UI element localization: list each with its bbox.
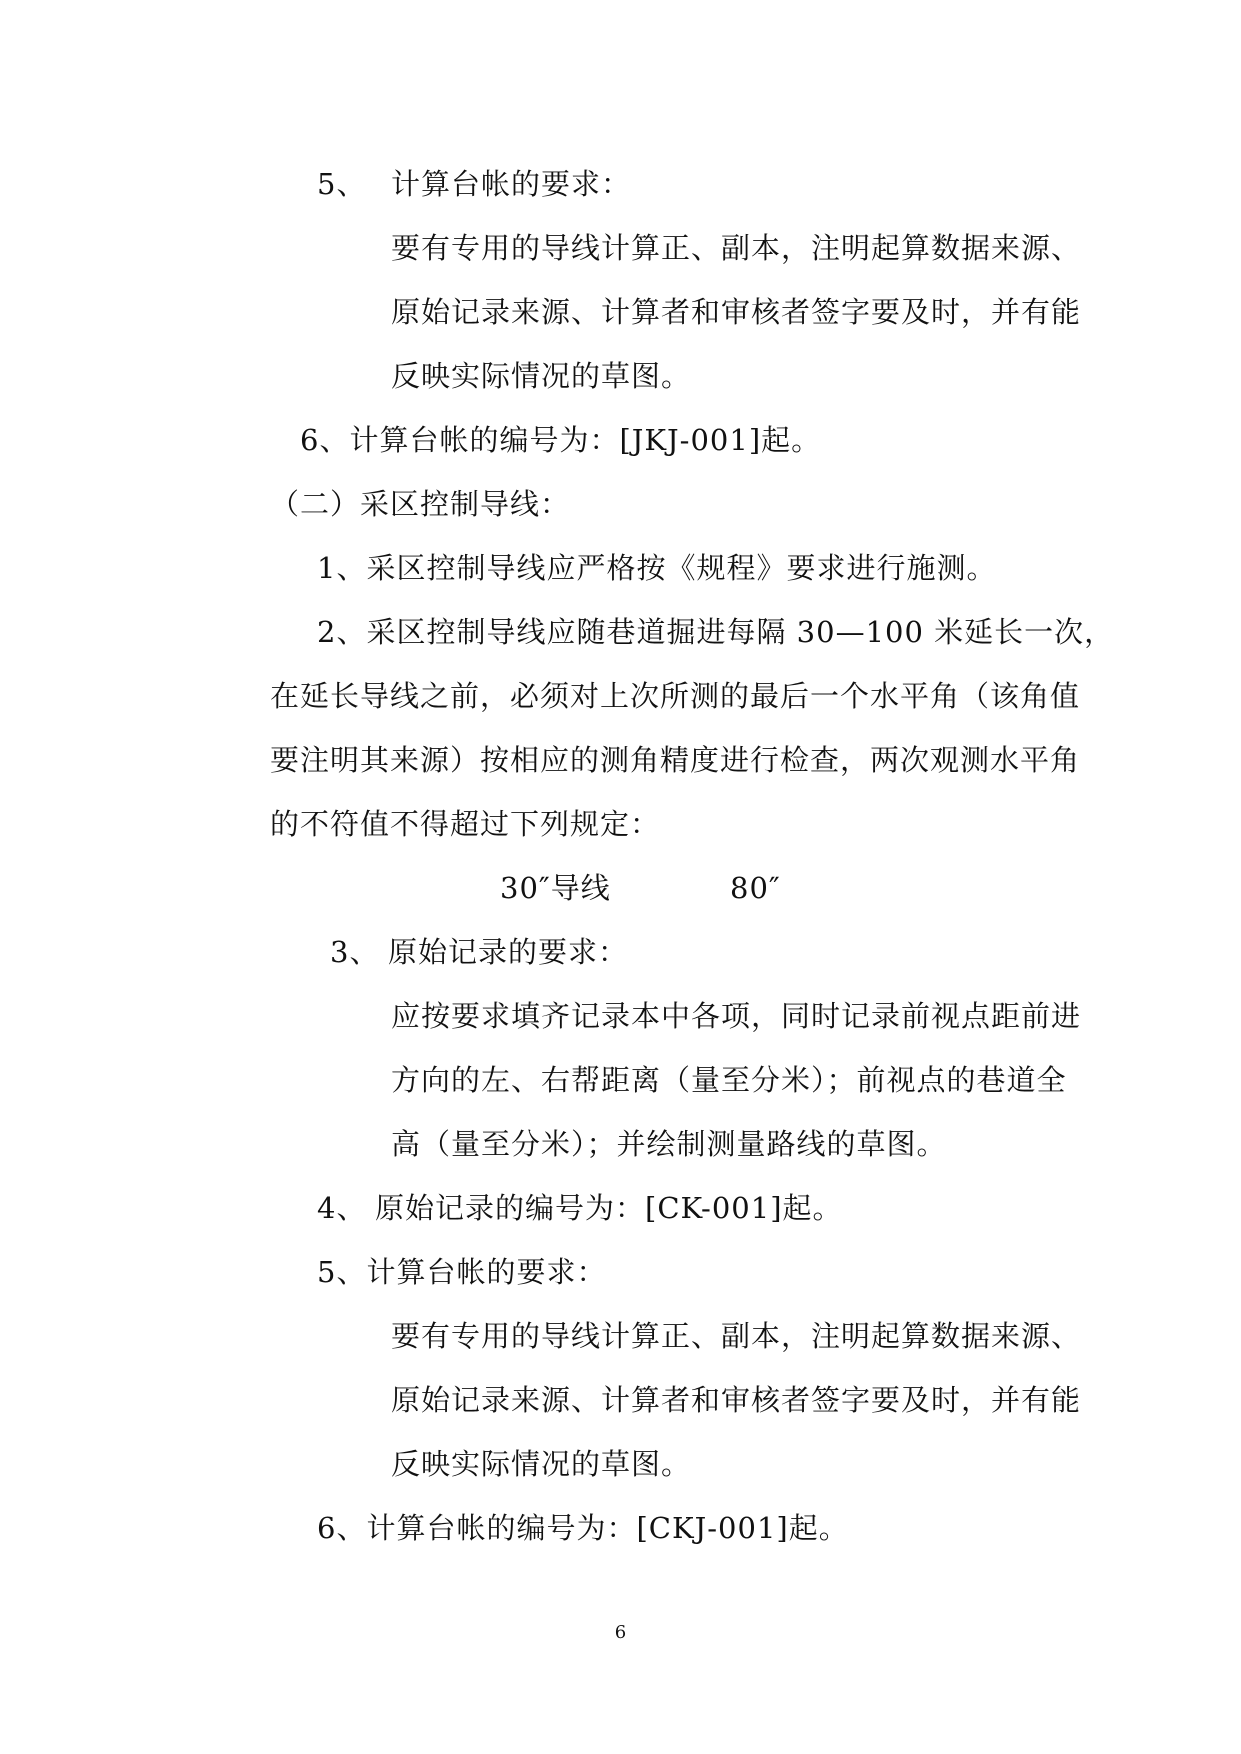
section-heading: 5、计算台帐的要求： xyxy=(317,1255,607,1289)
paragraph-line: 反映实际情况的草图。 xyxy=(391,1447,692,1481)
page-number: 6 xyxy=(614,1622,627,1643)
paragraph-line: 原始记录来源、计算者和审核者签字要及时，并有能 xyxy=(391,1383,1082,1417)
paragraph-line: 2、采区控制导线应随巷道掘进每隔 30—100 米延长一次， xyxy=(317,615,1115,649)
tolerance-value: 80″ xyxy=(730,871,781,905)
list-number: 5、 xyxy=(317,167,367,201)
paragraph-line: 高（量至分米）；并绘制测量路线的草图。 xyxy=(391,1127,947,1161)
list-item: 原始记录的编号为：[CK-001]起。 xyxy=(375,1191,843,1225)
list-item: 1、采区控制导线应严格按《规程》要求进行施测。 xyxy=(317,551,997,585)
section-heading: 计算台帐的要求： xyxy=(391,167,632,201)
paragraph-line: 要注明其来源）按相应的测角精度进行检查，两次观测水平角 xyxy=(270,743,1081,777)
section-heading: （二）采区控制导线： xyxy=(270,487,571,521)
paragraph-line: 要有专用的导线计算正、副本，注明起算数据来源、 xyxy=(391,231,1082,265)
paragraph-line: 的不符值不得超过下列规定： xyxy=(270,807,661,841)
paragraph-line: 应按要求填齐记录本中各项，同时记录前视点距前进 xyxy=(391,999,1082,1033)
list-item: 6、计算台帐的编号为：[JKJ-001]起。 xyxy=(300,423,822,457)
tolerance-label: 30″导线 xyxy=(500,871,611,905)
list-item: 6、计算台帐的编号为：[CKJ-001]起。 xyxy=(317,1511,849,1545)
section-heading: 原始记录的要求： xyxy=(388,935,629,969)
paragraph-line: 在延长导线之前，必须对上次所测的最后一个水平角（该角值 xyxy=(270,679,1081,713)
list-number: 4、 xyxy=(317,1191,367,1225)
paragraph-line: 反映实际情况的草图。 xyxy=(391,359,692,393)
paragraph-line: 原始记录来源、计算者和审核者签字要及时，并有能 xyxy=(391,295,1082,329)
paragraph-line: 方向的左、右帮距离（量至分米）；前视点的巷道全 xyxy=(391,1063,1067,1097)
list-number: 3、 xyxy=(330,935,380,969)
paragraph-line: 要有专用的导线计算正、副本，注明起算数据来源、 xyxy=(391,1319,1082,1353)
